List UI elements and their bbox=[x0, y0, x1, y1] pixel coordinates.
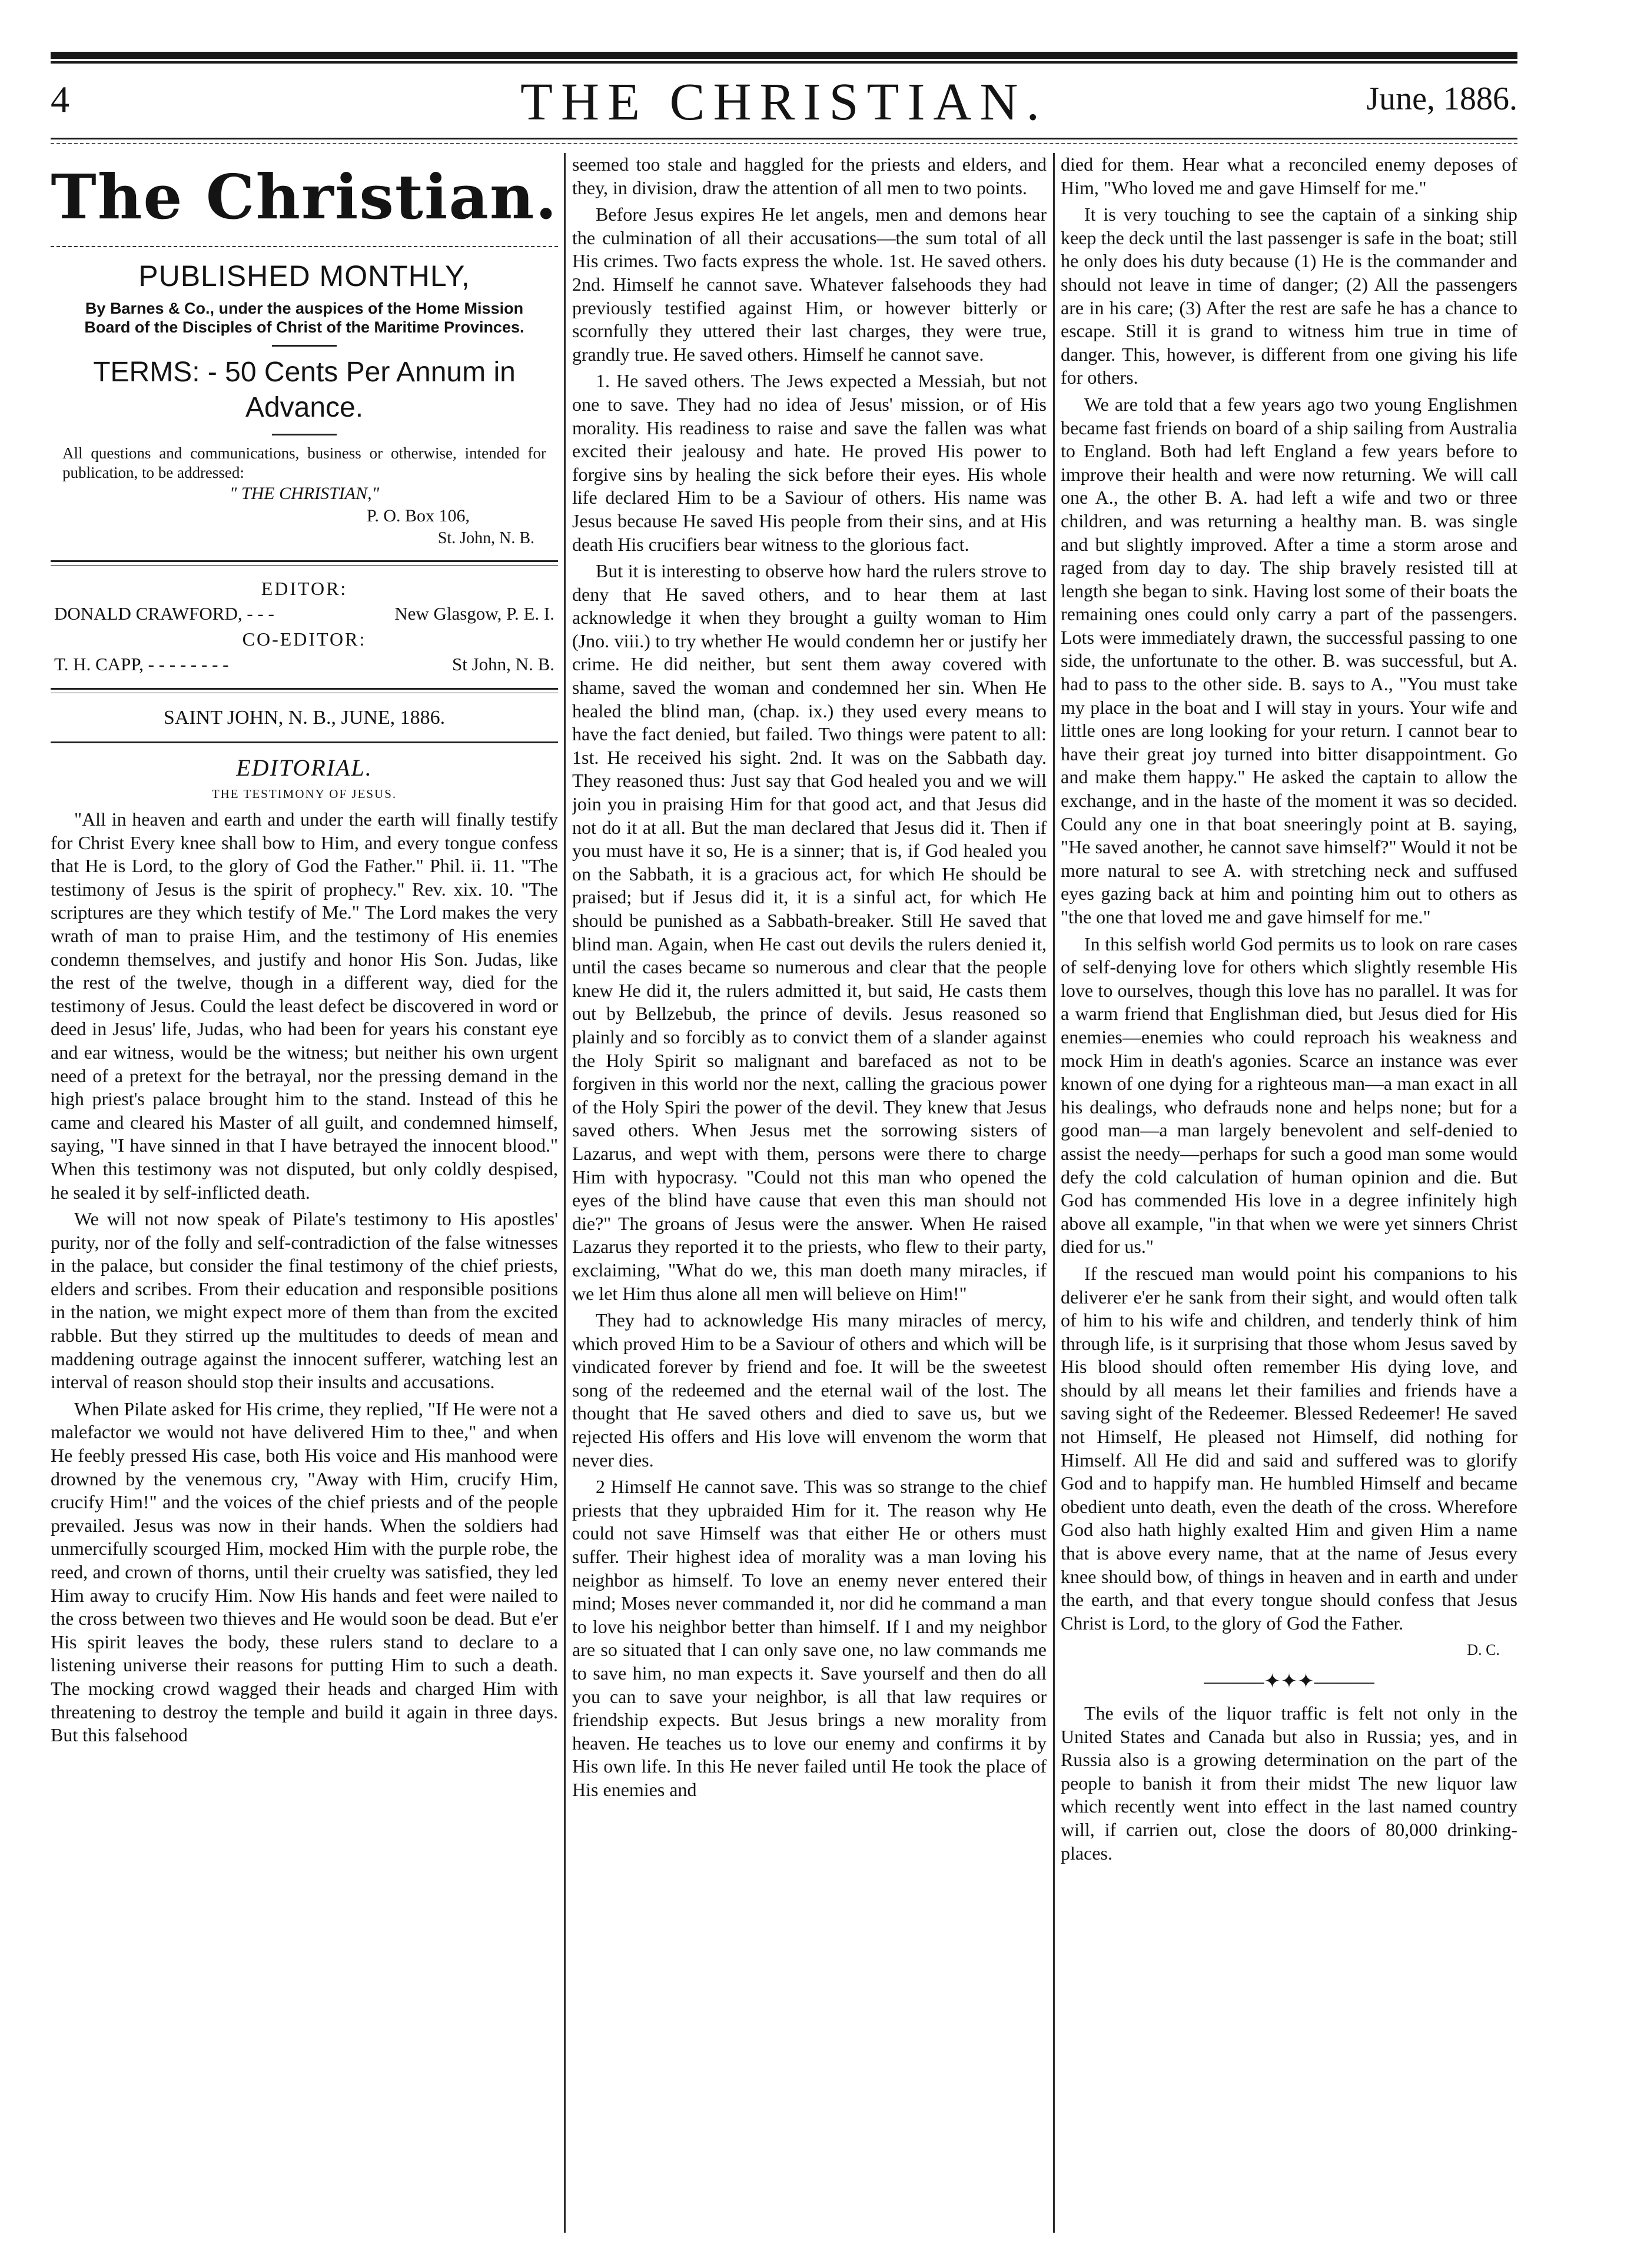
divider bbox=[51, 560, 558, 566]
paragraph: We will not now speak of Pilate's testimony to His apostles' purity, nor of the folly and self-contradiction of the false witnesses in the palace, but consider the final testimony of the chief priests, elders and scribes. From their education and responsible positions in the nation, we might expect more of them than from the excited rabble. But they stirred up the multitudes to deeds of mean and maddening outrage against the innocent sufferer, watching lest an interval of reason should stop their insults and accusations. bbox=[51, 1208, 558, 1393]
address-line-1: " THE CHRISTIAN," bbox=[229, 484, 380, 503]
top-border-thick bbox=[51, 52, 1517, 59]
column-middle bbox=[572, 153, 1047, 2233]
paragraph: died for them. Hear what a reconciled enemy deposes of Him, "Who loved me and gave Himself for me." bbox=[1061, 154, 1517, 198]
paragraph: But it is interesting to observe how hard the rulers strove to deny that He saved others, and to hear them at last acknowledge it when they brought a guilty woman to Him (Jno. viii.) to try whether He would condemn her or justify her crime. He did neither, but sent them away covered with shame, saved the woman and condemned her sin. When He healed the blind man, (chap. ix.) they used every means to have the fact denied, but failed. Two things were patent to all: 1st. He received his sight. 2nd. It was on the Sabbath day. They reasoned thus: Just say that God healed you and we will join you in praising Him for that good act, and that Jesus did not do it at all. But the man declared that Jesus did it. Then if you must have it so, He is a sinner; that is, if God healed you on the Sabbath, it is a gracious act, for which He should be praised; but if Jesus did it, it is a sinful act, for which He should be punished as a Sabbath-breaker. Still He saved that blind man. Again, when He cast out devils the rulers denied it, until the cases became so numerous and clear that the people knew He did it, the rulers admitted it, but said, He casts them out by Bellzebub, the prince of devils. Jesus reasoned so plainly and so forcibly as to convict them of a slander against the Holy Spirit so malignant and barefaced as not to be forgiven in this world nor the next, calling the gracious power of the Holy Spiri the power of the devil. They knew that Jesus saved others. When Jesus met the sorrowing sisters of Lazarus, and wept with them, persons were there to charge Him with hypocrasy. "Could not this man who opened the eyes of the blind have cause that even this man should not die?" The groans of Jesus were the answer. When He raised Lazarus they reported it to the priests, who flew to their party, exclaiming, "What do we, this man doeth many miracles, if we let Him thus alone all men will believe on Him!" bbox=[572, 560, 1047, 1304]
editor-row bbox=[51, 601, 558, 627]
paragraph: If the rescued man would point his companions to his deliverer e'er he sank from their sight, and would often talk of him to his wife and children, and tenderly think of him through life, is it surprising that those whom Jesus saved by His blood should often remember His dying love, and should by all means let their families and friends have a saving sight of the Redeemer. Blessed Redeemer! He saved not Himself, He pleased not Himself, did nothing for Himself. All He did and said and suffered was to glorify God and to happify man. He humbled Himself and became obedient unto death, even the death of the cross. Wherefore God also hath highly exalted Him and given Him a name that is above every name, that at the name of Jesus every knee should bow, of things in heaven and in earth and under the earth, and that every tongue should confess that Jesus Christ is Lord, to the glory of God the Father. bbox=[1061, 1262, 1517, 1634]
column-rule bbox=[1053, 153, 1055, 2233]
header-rule bbox=[51, 138, 1517, 144]
publisher-note: By Barnes & Co., under the auspices of the Home Mission Board of the Disciples of Christ of the Maritime Provinces. bbox=[84, 300, 524, 336]
paragraph: In this selfish world God permits us to look on rare cases of self-denying love for others which slightly resemble His love to ourselves, though this love has no parallel. It was for a warm friend that Englishman died, but Jesus died for His enemies—enemies who could reproach his weakness and mock Him in death's agonies. Scarce an instance was ever known of one dying for a righteous man—a man exact in all his dealings, who defrauds none and helps none; but for a good man—a man largely benevolent and self-denied to assist the needy—perhaps for such a good man some would defy the cold calculation of human opinion and die. But God has commended His love in a degree infinitely high above all example, "in that when we were yet sinners Christ died for us." bbox=[1061, 933, 1517, 1258]
divider bbox=[272, 345, 337, 347]
newspaper-title: THE CHRISTIAN. bbox=[520, 73, 1048, 131]
editor-name: DONALD CRAWFORD, - - - bbox=[54, 603, 274, 624]
editor-place: New Glasgow, P. E. I. bbox=[394, 603, 554, 624]
author-signature: D. C. bbox=[1467, 1641, 1500, 1659]
paragraph: 2 Himself He cannot save. This was so strange to the chief priests that they upbraided Him for it. The reason why He could not save Himself was that either He or others must suffer. Their highest idea of morality was a man loving his neighbor as himself. To love an enemy never entered their mind; Moses never commanded it, nor did he command a man to love his neighbor better than himself. If I and my neighbor are so situated that I can only save one, no law commands me to save him, no man expects it. Save yourself and then do all you can to save your neighbor, is all that law requires or friendship expects. But Jesus brings a new morality from heaven. He teaches us to love our enemy and confirms it by His own life. In this He never failed until He took the place of His enemies and bbox=[572, 1476, 1047, 1800]
published-monthly: PUBLISHED MONTHLY, bbox=[138, 260, 470, 292]
coeditor-name: T. H. CAPP, - - - - - - - - bbox=[54, 654, 229, 674]
issue-date: June, 1886. bbox=[1366, 81, 1517, 117]
paragraph: Before Jesus expires He let angels, men and demons hear the culmination of all their accusations—the sum total of all His crimes. Two facts express the whole. 1st. He saved others. 2nd. Himself he cannot save. Whatever falsehoods they had previously testified against Him, or however bitterly or scornfully they uttered their last charges, they were true, grandly true. He saved others. Himself he cannot save. bbox=[572, 204, 1047, 365]
dateline: SAINT JOHN, N. B., JUNE, 1886. bbox=[163, 707, 446, 729]
page-header bbox=[51, 72, 1517, 137]
divider bbox=[51, 688, 558, 693]
divider bbox=[51, 741, 558, 743]
column-left bbox=[51, 153, 558, 2233]
paragraph: We are told that a few years ago two young Englishmen became fast friends on board of a ship sailing from Australia to England. Both had left England a few years before to improve their health and were now returning. We will call one A., the other B. A. had left a wife and two or three children, and was returning a healthy man. B. was single and but slightly improved. After a time a storm arose and raged from day to day. The ship bravely resisted till at length she began to sink. Having lost some of their boats the remaining ones could only carry a part of the passengers. Lots were immediately drawn, the successful passing to one side, the unfortunate to the other. B. was successful, but A. had to pass to the other side. B. says to A., "You must take my place in the boat and I will stay in yours. Your wife and little ones are long looking for your return. I cannot bear to have their great joy turned into bitter disappointment. Go and make them happy." He asked the captain to allow the exchange, and in the haste of the moment it was so decided. Could any one in that boat sneeringly point at B. saying, "He saved another, he cannot save himself?" Would it not be more natural to see A. with stretching neck and suffused eyes gazing back at him and pointing him out to others as "the one that loved me and gave himself for me." bbox=[1061, 393, 1517, 927]
article-heading: THE TESTIMONY OF JESUS. bbox=[211, 787, 397, 801]
paragraph: It is very touching to see the captain of a sinking ship keep the deck until the last passenger is safe in the boat; still he only does his duty because (1) He is the commander and should not leave in time of danger; (2) All the passengers are in his care; (3) After the rest are safe he has a chance to escape. Still it is grand to witness him true in time of danger. This, however, is different from one giving his life for others. bbox=[1061, 204, 1517, 388]
coeditor-label: CO-EDITOR: bbox=[242, 628, 367, 650]
address-line-2: P. O. Box 106, bbox=[366, 506, 470, 526]
masthead: The Christian. bbox=[51, 161, 558, 233]
column-rule bbox=[564, 153, 566, 2233]
terms: TERMS: - 50 Cents Per Annum in Advance. bbox=[93, 357, 516, 423]
editor-label: EDITOR: bbox=[261, 578, 348, 599]
address-line-3: St. John, N. B. bbox=[437, 529, 534, 547]
divider bbox=[272, 434, 337, 435]
coeditor-place: St John, N. B. bbox=[452, 654, 554, 674]
ornament-divider: ———✦✦✦——— bbox=[1204, 1671, 1374, 1692]
divider bbox=[51, 246, 558, 247]
paragraph: 1. He saved others. The Jews expected a Messiah, but not one to save. They had no idea of Jesus' mission, or of His morality. His readiness to raise and save the fallen was what excited their jealousy and hate. He proved His power to forgive sins by healing the sick before their eyes. His whole life declared Him to be a Saviour of others. His name was Jesus because He saved His people from their sins, and at His death His crucifiers bear witness to the glorious fact. bbox=[572, 370, 1047, 555]
section-heading: EDITORIAL. bbox=[236, 754, 373, 781]
paragraph: They had to acknowledge His many miracles of mercy, which proved Him to be a Saviour of others and which will be vindicated forever by friend and foe. It will be the sweetest song of the redeemed and the eternal wail of the lost. The thought that He saved others and died to save us, but we rejected His offers and His love will envenom the worm that never dies. bbox=[572, 1309, 1047, 1471]
coeditor-row bbox=[51, 651, 558, 677]
paragraph: When Pilate asked for His crime, they replied, "If He were not a malefactor we would not have delivered Him to thee," and when He feebly pressed His case, both His voice and His manhood were drowned by the venemous cry, "Away with Him, crucify Him, crucify Him!" and the voices of the chief priests and of the people prevailed. Jesus was now in their hands. When the soldiers had unmercifully scourged Him, mocked Him with the purple robe, the reed, and crown of thorns, until their cruelty was satisfied, they led Him away to crucify Him. Now His hands and feet were nailed to the cross between two thieves and He would soon be dead. But e'er His spirit leaves the body, these rulers stand to declare to a listening universe their reasons for putting Him to such a death. The mocking crowd wagged their heads and charged Him with threatening to destroy the temple and build it again in three days. But this falsehood bbox=[51, 1398, 558, 1746]
page-number: 4 bbox=[51, 78, 69, 120]
paragraph: seemed too stale and haggled for the priests and elders, and they, in division, draw the attention of all men to two points. bbox=[572, 154, 1047, 198]
column-right bbox=[1061, 153, 1517, 2233]
address-notice: All questions and communications, business or otherwise, intended for publication, to be addressed: bbox=[62, 444, 546, 481]
paragraph: "All in heaven and earth and under the earth will finally testify for Christ Every knee shall bow to Him, and every tongue confess that He is Lord, to the glory of God the Father." Phil. ii. 11. "The testimony of Jesus is the spirit of prophecy." Rev. xix. 10. "The scriptures are they which testify of Me." The Lord makes the very wrath of man to praise Him, and the testimony of His enemies condemn themselves, and justify and honor His Son. Judas, like the rest of the twelve, though in a different way, died for the testimony of Jesus. Could the least defect be discovered in word or deed in Jesus' life, Judas, who had been for years his constant eye and ear witness, would be the witness; but neither his own urgent need of a pretext for the betrayal, nor the pressing demand in the high priest's palace brought him to the stand. Instead of this he came and cleared his Master of all guilt, and condemned himself, saying, "I have sinned in that I have betrayed the innocent blood." When this testimony was not disputed, but only coldly despised, he sealed it by self-inflicted death. bbox=[51, 809, 558, 1203]
paragraph: The evils of the liquor traffic is felt not only in the United States and Canada but also in Russia; yes, and in Russia also is a growing determination on the part of the people to banish it from their midst The new liquor law which recently went into effect in the last named country will, if carrien out, close the doors of 80,000 drinking-places. bbox=[1061, 1702, 1517, 1864]
top-border-thin bbox=[51, 61, 1517, 64]
